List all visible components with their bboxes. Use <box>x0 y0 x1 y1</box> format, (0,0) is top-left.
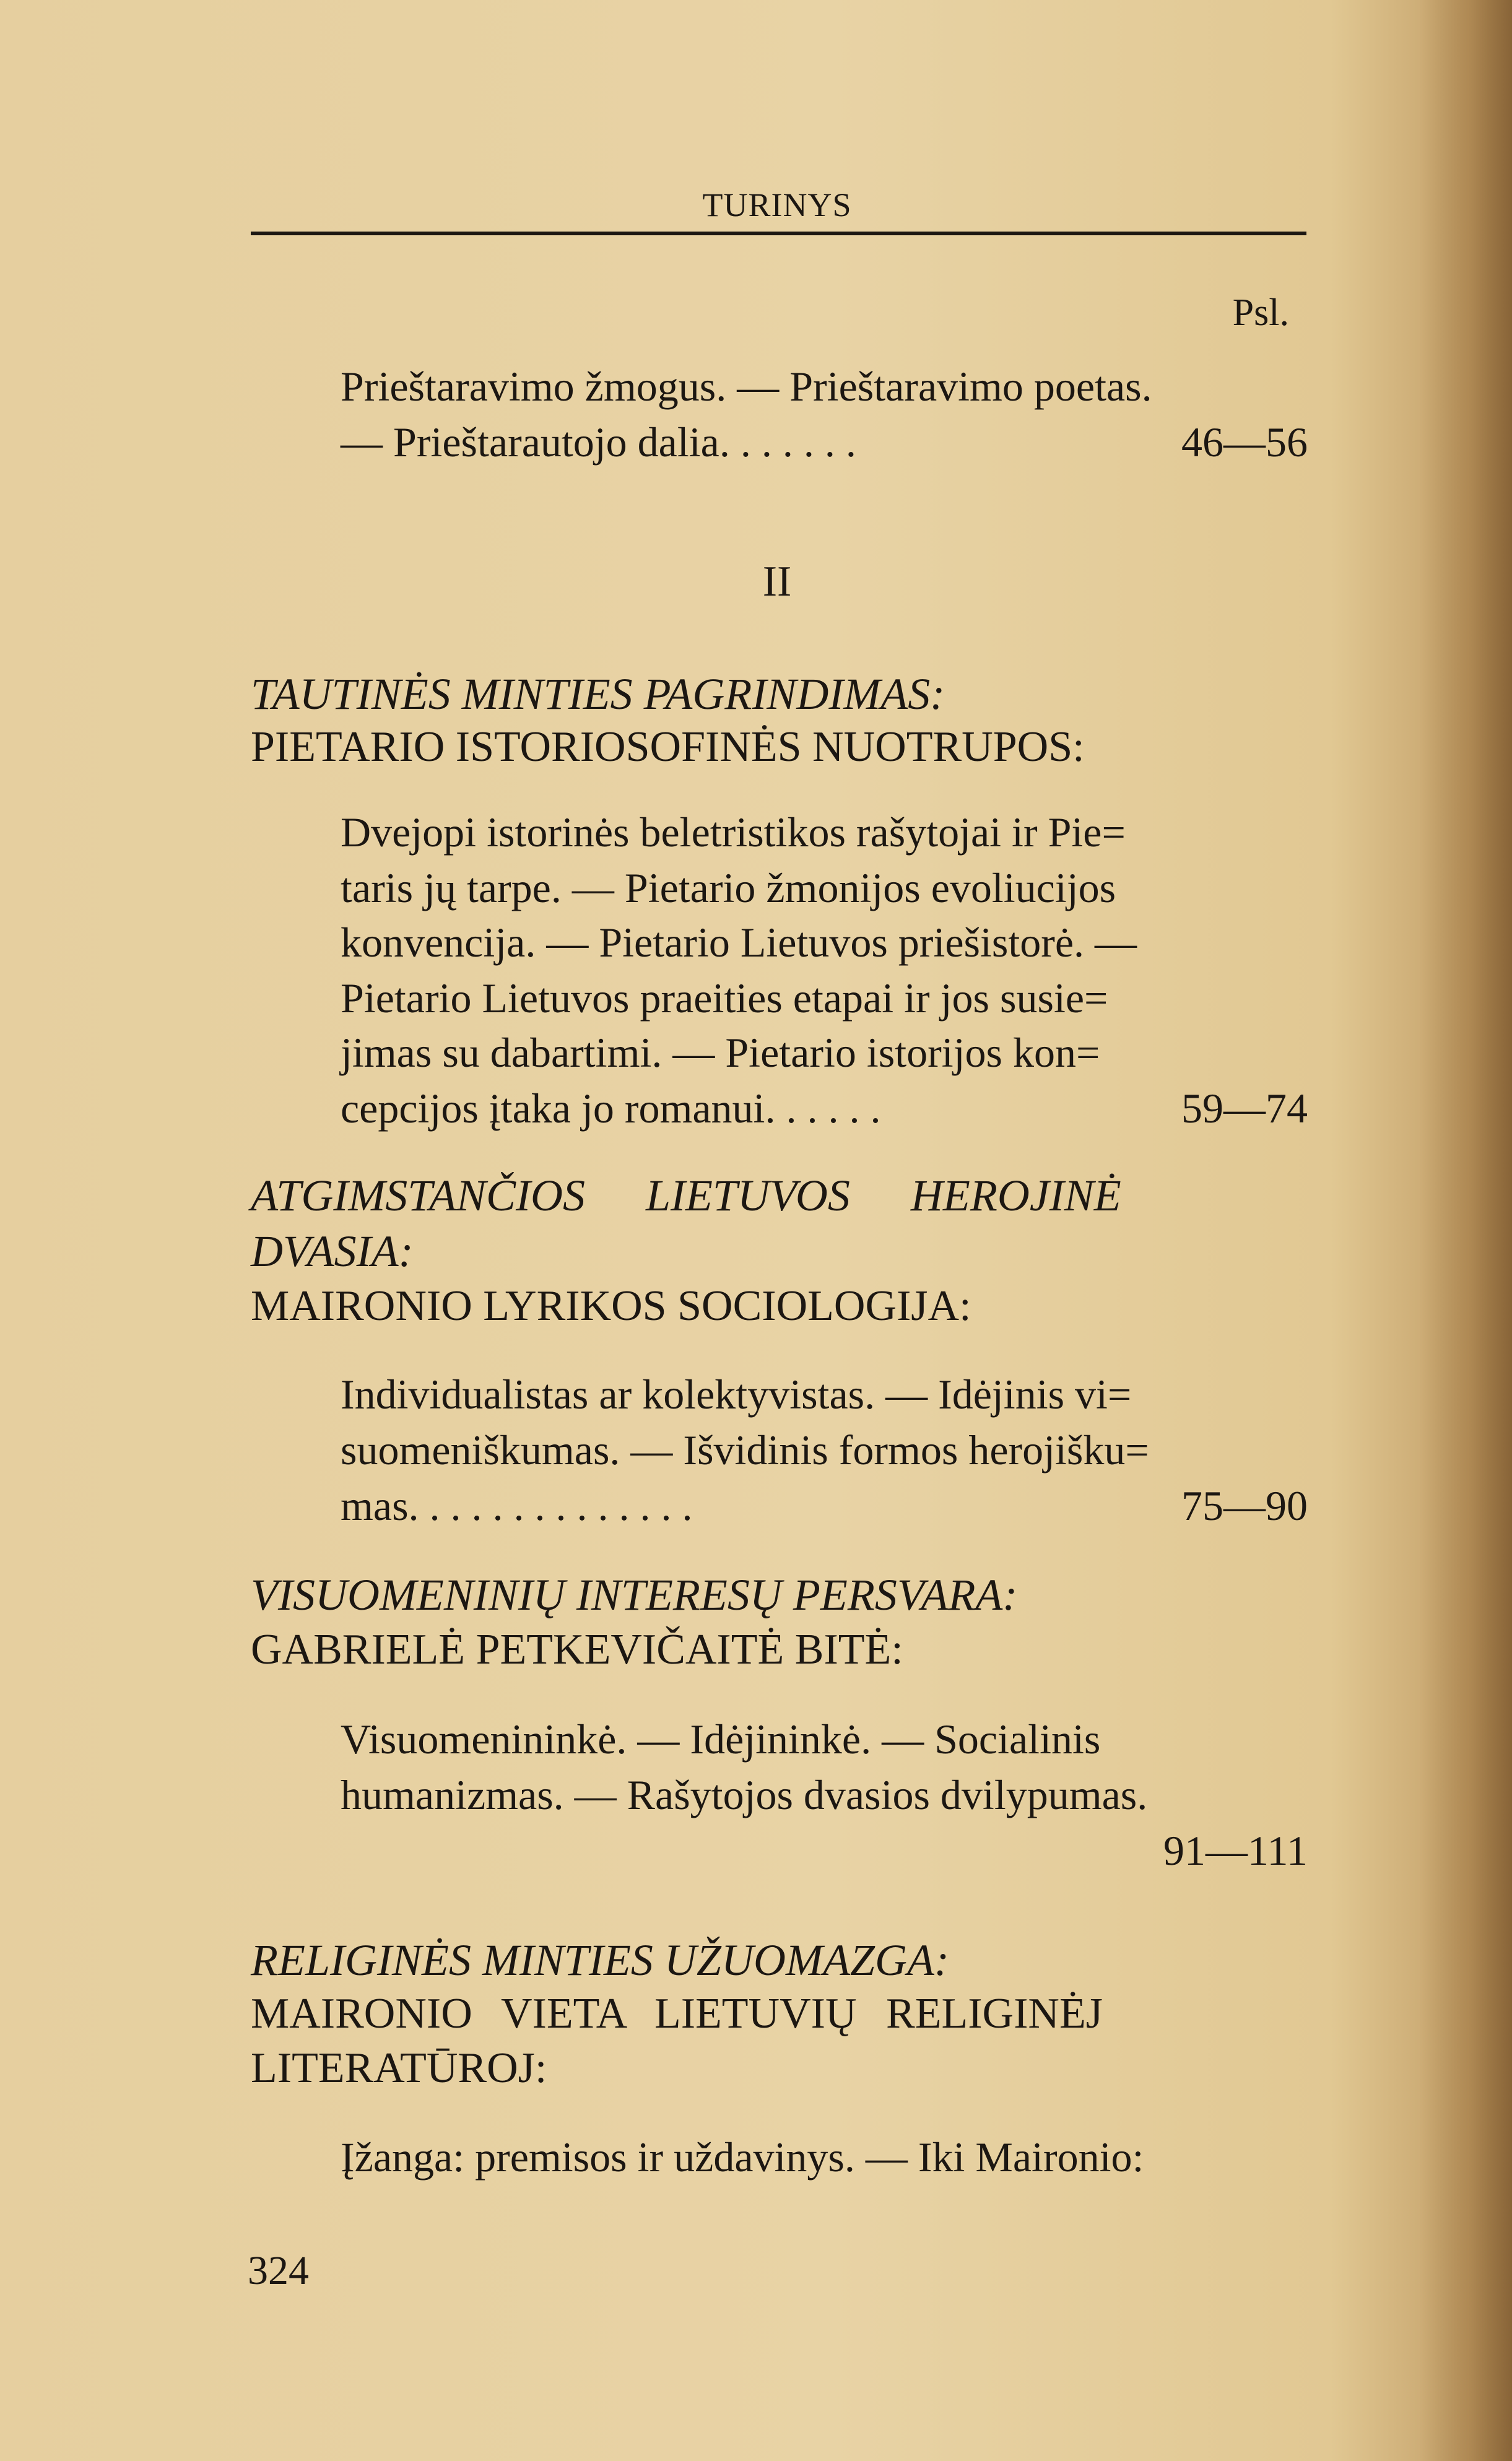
section-subtitle: PIETARIO ISTORIOSOFINĖS NUOTRUPOS: <box>251 723 1085 771</box>
section-subtitle: MAIRONIO VIETA LIETUVIŲ RELIGINĖJ <box>251 1990 1103 2038</box>
section-title: VISUOMENINIŲ INTERESŲ PERSVARA: <box>251 1570 1018 1620</box>
section-title: DVASIA: <box>251 1226 414 1276</box>
toc-line: Prieštaravimo žmogus. — Prieštaravimo poetas. <box>341 363 1152 410</box>
toc-line: Įžanga: premisos ir uždavinys. — Iki Maironio: <box>341 2133 1144 2181</box>
section-title: TAUTINĖS MINTIES PAGRINDIMAS: <box>251 669 945 719</box>
page-number: 324 <box>248 2248 309 2293</box>
section-subtitle: MAIRONIO LYRIKOS SOCIOLOGIJA: <box>251 1282 971 1330</box>
toc-line: Dvejopi istorinės beletristikos rašytojai ir Pie= <box>341 809 1126 856</box>
toc-line: taris jų tarpe. — Pietario žmonijos evoliucijos <box>341 864 1116 911</box>
toc-page-range: 59—74 <box>1181 1085 1308 1132</box>
toc-line: Pietario Lietuvos praeities etapai ir jos susie= <box>341 974 1108 1022</box>
section-subtitle: LITERATŪROJ: <box>251 2044 547 2092</box>
toc-line: cepcijos įtaka jo romanui. . . . . . <box>341 1085 881 1132</box>
toc-line: Individualistas ar kolektyvistas. — Idėjinis vi= <box>341 1371 1132 1418</box>
header-rule <box>251 232 1306 235</box>
toc-line: konvencija. — Pietario Lietuvos priešistorė. — <box>341 919 1137 966</box>
toc-line: suomeniškumas. — Išvidinis formos herojišku= <box>341 1426 1149 1474</box>
toc-line: mas. . . . . . . . . . . . . . <box>341 1482 693 1529</box>
psl-label: Psl. <box>1232 292 1289 334</box>
section-title: RELIGINĖS MINTIES UŽUOMAZGA: <box>251 1935 949 1985</box>
toc-page-range: 75—90 <box>1181 1482 1308 1529</box>
section-title: ATGIMSTANČIOS LIETUVOS HEROJINĖ <box>251 1171 1121 1220</box>
part-number: II <box>762 558 792 605</box>
toc-line: humanizmas. — Rašytojos dvasios dvilypumas. <box>341 1771 1148 1818</box>
toc-line: jimas su dabartimi. — Pietario istorijos kon= <box>341 1029 1100 1076</box>
toc-page-range: 91—111 <box>1163 1827 1308 1874</box>
page-edge-shadow <box>1419 0 1512 2461</box>
toc-page-range: 46—56 <box>1181 419 1308 466</box>
toc-line: — Prieštarautojo dalia. . . . . . . <box>341 419 856 466</box>
page-header-title: TURINYS <box>702 186 852 224</box>
toc-line: Visuomenininkė. — Idėjininkė. — Socialinis <box>341 1716 1101 1763</box>
section-subtitle: GABRIELĖ PETKEVIČAITĖ BITĖ: <box>251 1626 903 1673</box>
